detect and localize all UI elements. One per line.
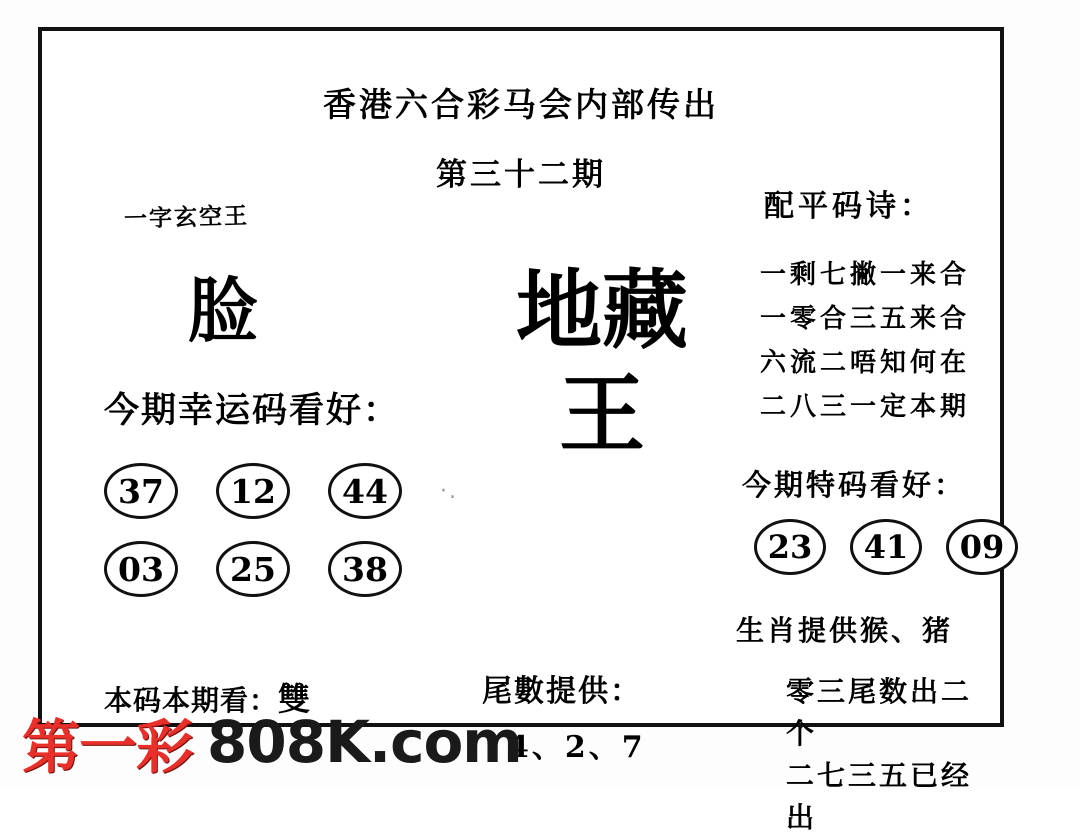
result-note-line: 二七三五已经出	[786, 759, 973, 834]
scan-artifact-dots: ·.	[440, 479, 458, 504]
poem-line: 二八三一定本期	[760, 392, 971, 422]
result-notes	[786, 671, 1000, 839]
lucky-number-ball: 44	[328, 463, 402, 519]
poem-line: 一零合三五来合	[760, 304, 971, 334]
lucky-number-ball: 38	[328, 541, 402, 597]
bottom-left-label: 本码本期看：	[104, 684, 279, 717]
poem-line: 六流二唔知何在	[760, 348, 971, 378]
lucky-numbers-row	[104, 463, 444, 519]
bottom-left-answer: 雙	[278, 680, 312, 718]
issue-title: 第三十二期	[436, 157, 606, 193]
lucky-numbers-label: 今期幸运码看好：	[104, 390, 401, 431]
zodiac-tip: 生肖提供猴、猪	[736, 614, 954, 647]
tail-numbers-label: 尾數提供：	[482, 674, 642, 709]
left-subtitle: 一字玄空王	[123, 202, 250, 233]
special-numbers-row	[754, 519, 1018, 575]
lucky-number-ball: 12	[216, 463, 290, 519]
tail-numbers-value: 4、2、7	[508, 730, 646, 765]
lucky-number-ball: 25	[216, 541, 290, 597]
page-title: 香港六合彩马会内部传出	[323, 85, 719, 124]
special-number-ball: 23	[754, 519, 826, 575]
result-note-line: 零三尾数出二个	[786, 675, 973, 750]
lucky-numbers-row	[104, 541, 444, 597]
lucky-number-ball: 03	[104, 541, 178, 597]
poem-line: 一剩七撇一来合	[760, 260, 971, 290]
site-watermark	[22, 700, 522, 784]
watermark-domain: 808K.com	[207, 708, 522, 776]
special-number-ball: 09	[946, 519, 1018, 575]
poem-title: 配平码诗：	[764, 189, 934, 224]
lucky-numbers-grid	[104, 463, 444, 619]
special-numbers-label: 今期特码看好：	[742, 468, 967, 502]
poem-body	[760, 253, 970, 429]
watermark-brand: 第一彩	[22, 713, 194, 781]
special-number-ball: 41	[850, 519, 922, 575]
center-keyword: 地藏王	[516, 260, 688, 465]
lucky-number-ball: 37	[104, 463, 178, 519]
left-keyword-character: 脸	[188, 269, 258, 352]
